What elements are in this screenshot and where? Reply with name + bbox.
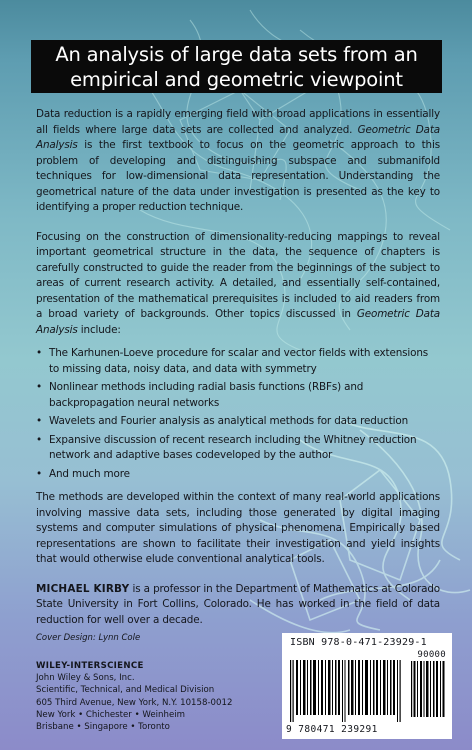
tagline-banner: [31, 40, 442, 93]
topic-text: Nonlinear methods including radial basis functions (RBFs) and backpropagation neural networks: [49, 381, 364, 409]
publisher-line: Scientific, Technical, and Medical Division: [36, 685, 215, 696]
book-title-italic: Geometric Data Analysis: [36, 308, 441, 336]
publisher-imprint: WILEY-INTERSCIENCE: [36, 661, 144, 671]
intro-text-start: Data reduction is a rapidly emerging field with broad applications in essentially all fields where large data sets are collected and analyzed.: [36, 108, 440, 136]
isbn-number: ISBN 978-0-471-23929-1: [290, 637, 427, 648]
book-title-italic: Geometric Data Analysis: [36, 123, 441, 151]
cover-design-credit: Cover Design: Lynn Cole: [36, 633, 141, 643]
list-item: [36, 467, 440, 483]
list-item: [36, 380, 440, 411]
author-bio-text: is a professor in the Department of Mathematics at Colorado State University in Fort Collins, Colorado. He has worked in the field of data reduction for well over a decade.: [36, 582, 440, 626]
barcode-digits: 9 780471 239291: [286, 724, 378, 735]
publisher-line: New York • Chichester • Weinheim: [36, 709, 185, 720]
publisher-block: [36, 660, 232, 733]
tagline-line-2: empirical and geometric viewpoint: [70, 68, 403, 91]
ean-barcode-graphic: [288, 660, 406, 722]
list-item: [36, 414, 440, 430]
focus-text-start: Focusing on the construction of dimensionality-reducing mappings to reveal important geometrical structure in the data, the sequence of chapters is carefully constructed to guide the reader from the beginnings of the subject to areas of current research activity. A detailed, and essentially self-contained, presentation of the mathematical prerequisites is included to aid readers from a broad variety of backgrounds. Other topics discussed in: [36, 230, 440, 320]
focus-paragraph: [36, 230, 440, 339]
price-code: 90000: [417, 650, 446, 660]
bullet-icon: •: [36, 433, 42, 446]
topic-text: Expansive discussion of recent research including the Whitney reduction network and adaptive bases codeveloped by the author: [49, 433, 417, 461]
bullet-icon: •: [36, 381, 42, 393]
topic-text: Wavelets and Fourier analysis as analytical methods for data reduction: [49, 415, 409, 427]
isbn-barcode-label: [282, 633, 452, 739]
bullet-icon: •: [36, 347, 42, 359]
topic-text: The Karhunen-Loeve procedure for scalar and vector fields with extensions to missing data, noisy data, and data with symmetry: [49, 347, 429, 375]
topic-text: And much more: [49, 467, 130, 480]
bullet-icon: •: [36, 467, 42, 480]
intro-text-end: is the first textbook to focus on the geometric approach to this problem of developing and distinguishing subspace and submanifold techniques for low-dimensional data representation. Understanding the geometrical nature of the data under investigation is presented as the key to identifying a proper reduction technique.: [36, 139, 440, 213]
methods-paragraph: The methods are developed within the context of many real-world applications involving massive data sets, including those generated by digital imaging systems and computer simulations of physical phenomena. Empirically based representations are shown to facilitate their investigation and yield insights that would otherwise elude conventional analytical tools.: [36, 491, 440, 565]
publisher-line: John Wiley & Sons, Inc.: [36, 673, 135, 684]
bullet-icon: •: [36, 415, 42, 427]
author-name: MICHAEL KIRBY: [36, 582, 130, 595]
list-item: [36, 346, 440, 377]
back-cover-description: [36, 107, 440, 642]
intro-paragraph: [36, 107, 440, 216]
price-addon-barcode: [410, 661, 446, 717]
publisher-line: Brisbane • Singapore • Toronto: [36, 722, 170, 733]
list-item: [36, 433, 440, 464]
tagline-line-1: An analysis of large data sets from an: [55, 43, 418, 66]
author-bio: [36, 582, 440, 629]
topics-list: [36, 346, 440, 482]
publisher-line: 605 Third Avenue, New York, N.Y. 10158-0012: [36, 697, 233, 708]
focus-text-end: include:: [77, 323, 121, 336]
